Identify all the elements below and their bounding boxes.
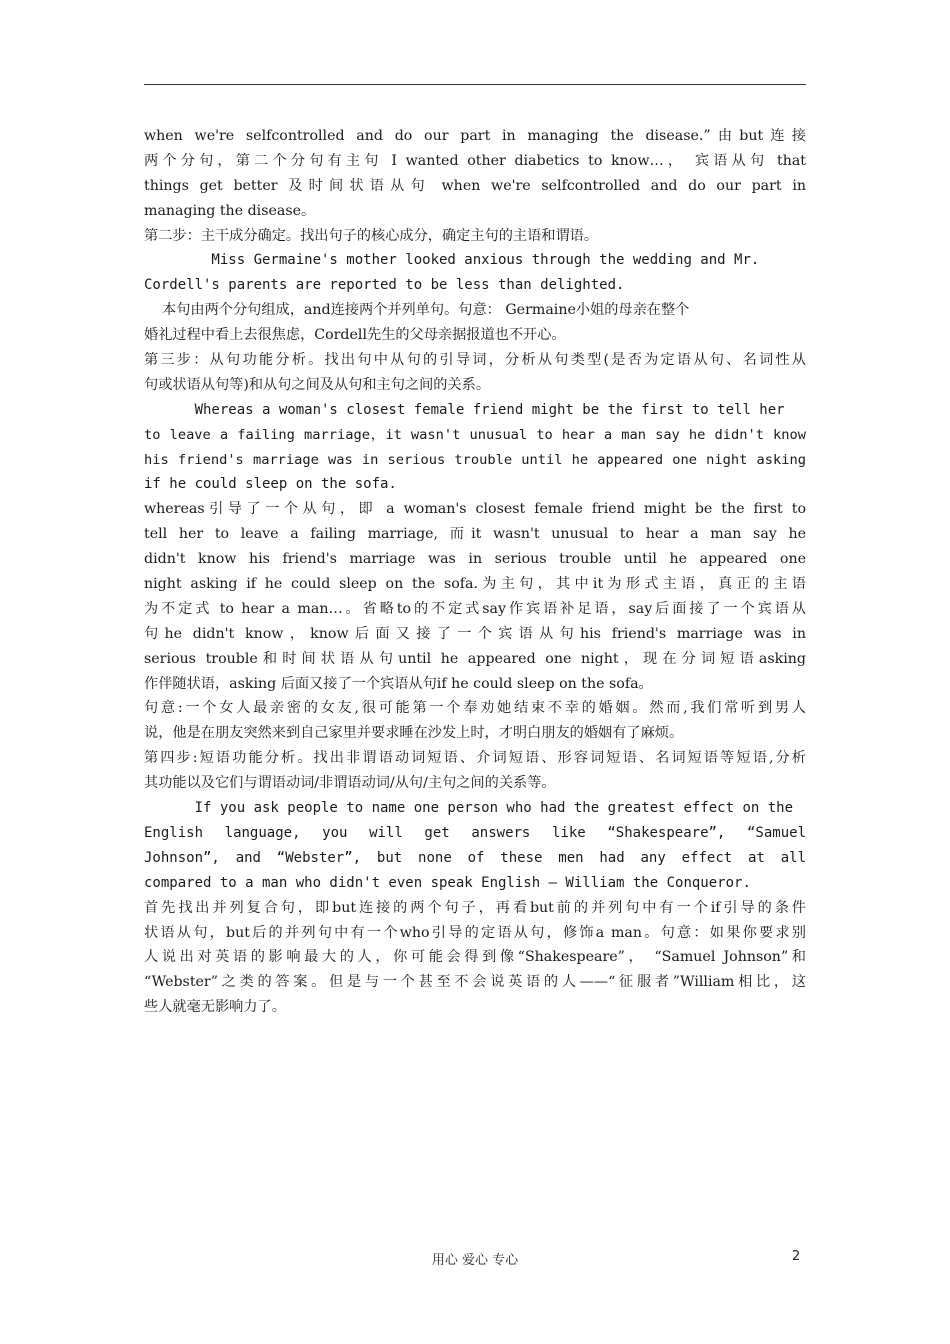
text-line: 首先找出并列复合句，即but连接的两个句子，再看but前的并列句中有一个if引导的条件 xyxy=(144,899,806,916)
text-line: 婚礼过程中看上去很焦虑，Cordell先生的父母亲据报道也不开心。 xyxy=(144,327,566,344)
text-line: 人说出对英语的影响最大的人，你可能会得到像“Shakespeare”， “Samuel Johnson”和 xyxy=(144,949,806,966)
text-line: night asking if he could sleep on the sofa.为主句，其中it为形式主语，真正的主语 xyxy=(144,576,806,593)
example-sentence-line: if he could sleep on the sofa. xyxy=(144,476,397,493)
example-sentence-line: Whereas a woman's closest female friend might be the first to tell her xyxy=(144,401,785,418)
text-line: whereas引导了一个从句，即 a woman's closest female friend might be the first to xyxy=(144,501,806,518)
text-line: 说，他是在朋友突然来到自己家里并要求睡在沙发上时，才明白朋友的婚姻有了麻烦。 xyxy=(144,725,684,742)
example-sentence-line: compared to a man who didn't even speak English — William the Conqueror. xyxy=(144,874,751,891)
text-line: 状语从句，but后的并列句中有一个who引导的定语从句，修饰a man。句意：如果你要求别 xyxy=(144,924,806,941)
text-line: 为不定式 to hear a man…。省略to的不定式say作宾语补足语，say后面接了一个宾语从 xyxy=(144,600,806,617)
text-line: 两个分句，第二个分句有主句 I wanted other diabetics to know…， 宾语从句 that xyxy=(144,152,806,169)
example-sentence-line: Miss Germaine's mother looked anxious through the wedding and Mr. xyxy=(144,252,760,269)
example-sentence-line: Cordell's parents are reported to be less than delighted. xyxy=(144,277,625,294)
text-line: when we're selfcontrolled and do our part in managing the disease.”由but连接 xyxy=(144,128,806,144)
example-sentence-line: Johnson”, and “Webster”, but none of these men had any effect at all xyxy=(144,849,806,866)
text-line: 其功能以及它们与谓语动词/非谓语动词/从句/主句之间的关系等。 xyxy=(144,775,556,792)
text-line: things get better 及时间状语从句 when we're selfcontrolled and do our part in xyxy=(144,177,806,194)
text-line: serious trouble和时间状语从句until he appeared one night，现在分词短语asking xyxy=(144,650,806,667)
text-line: 句意:一个女人最亲密的女友,很可能第一个奉劝她结束不幸的婚姻。然而,我们常听到男人 xyxy=(144,700,806,717)
text-line: 作伴随状语，asking 后面又接了一个宾语从句if he could sleep on the sofa。 xyxy=(144,675,653,692)
header-rule xyxy=(144,84,806,85)
text-line: 句或状语从句等)和从句之间及从句和主句之间的关系。 xyxy=(144,376,491,393)
section-heading: 第二步：主干成分确定。找出句子的核心成分，确定主句的主语和谓语。 xyxy=(144,227,599,244)
example-sentence-line: his friend's marriage was in serious trouble until he appeared one night asking xyxy=(144,451,806,468)
text-line: didn't know his friend's marriage was in serious trouble until he appeared one xyxy=(144,551,806,568)
example-sentence-line: If you ask people to name one person who had the greatest effect on the xyxy=(144,800,794,817)
text-line: 句he didn't know，know后面又接了一个宾语从句his friend's marriage was in xyxy=(144,625,806,642)
text-line: 本句由两个分句组成，and连接两个并列单句。句意： Germaine小姐的母亲在整个 xyxy=(144,302,690,319)
page-number: 2 xyxy=(792,1249,801,1264)
example-sentence-line: to leave a failing marriage，it wasn't unusual to hear a man say he didn't know xyxy=(144,426,806,443)
document-body xyxy=(144,124,806,1020)
text-line: 些人就毫无影响力了。 xyxy=(144,999,286,1016)
section-heading: 第四步:短语功能分析。找出非谓语动词短语、介词短语、形容词短语、名词短语等短语,分析 xyxy=(144,750,806,767)
text-line: managing the disease。 xyxy=(144,202,316,219)
text-line: “Webster”之类的答案。但是与一个甚至不会说英语的人——“征服者”William相比，这 xyxy=(144,974,806,991)
page-footer: 用心 爱心 专心 xyxy=(431,1253,519,1268)
example-sentence-line: English language, you will get answers like “Shakespeare”, “Samuel xyxy=(144,824,806,841)
section-heading: 第三步：从句功能分析。找出句中从句的引导词，分析从句类型(是否为定语从句、名词性从 xyxy=(144,352,806,369)
text-line: tell her to leave a failing marriage, 而it wasn't unusual to hear a man say he xyxy=(144,526,806,543)
